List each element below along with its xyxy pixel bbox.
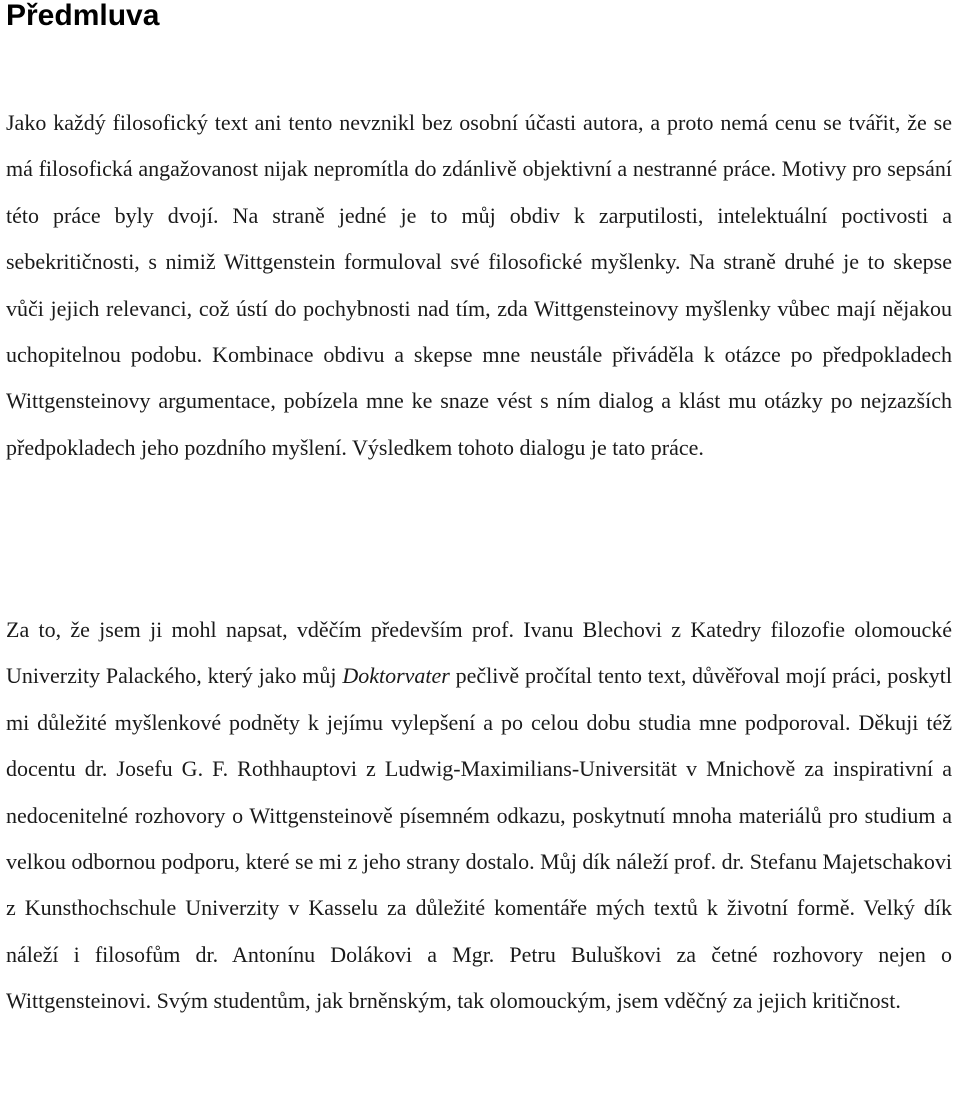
emphasized-term: Doktorvater [342,663,450,689]
acknowledgements-text-rest: pečlivě pročítal tento text, důvěřoval mojí práci, poskytl mi důležité myšlenkové podněty k jejímu vylepšení a po celou dobu studia mne podporoval. Děkuji též docentu dr. Josefu G. F. Rothhauptovi z Ludwig-Maximilians-Universität v Mnichově za inspirativní a nedocenitelné rozhovory o Wittgensteinově písemném odkazu, poskytnutí mnoha materiálů pro studium a velkou odbornou podporu, které se mi z jeho strany dostalo. Můj dík náleží prof. dr. Stefanu Majetschakovi z Kunsthochschule Univerzity v Kasselu za důležité komentáře mých textů k životní formě. Velký dík náleží i filosofům dr. Antonínu Dolákovi a Mgr. Petru Buluškovi za četné rozhovory nejen o Wittgensteinovi. Svým studentům, jak brněnským, tak olomouckým, jsem vděčný za jejich kritičnost. [6,663,953,1014]
paragraph-motivation: Jako každý filosofický text ani tento nevznikl bez osobní účasti autora, a proto nemá cenu se tvářit, že se má filosofická angažovanost nijak nepromítla do zdánlivě objektivní a nestranné práce. Motivy pro sepsání této práce byly dvojí. Na straně jedné je to můj obdiv k zarputilosti, intelektuální poctivosti a sebekritičnosti, s nimiž Wittgenstein formuloval své filosofické myšlenky. Na straně druhé je to skepse vůči jejich relevanci, což ústí do pochybnosti nad tím, zda Wittgensteinovy myšlenky vůbec mají nějakou uchopitelnou podobu. Kombinace obdivu a skepse mne neustále přiváděla k otázce po předpokladech Wittgensteinovy argumentace, pobízela mne ke snaze vést s ním dialog a klást mu otázky po nejzazších předpokladech jeho pozdního myšlení. Výsledkem tohoto dialogu je tato práce. [6,110,952,460]
page-title: Předmluva [6,0,160,32]
acknowledgements-text-start: Za to, že jsem ji mohl napsat, vděčím především prof. Ivanu Blechovi z Katedry filozofie olomoucké Univerzity Palackého, který jako můj [6,617,952,689]
paragraph-acknowledgements [6,607,952,1025]
